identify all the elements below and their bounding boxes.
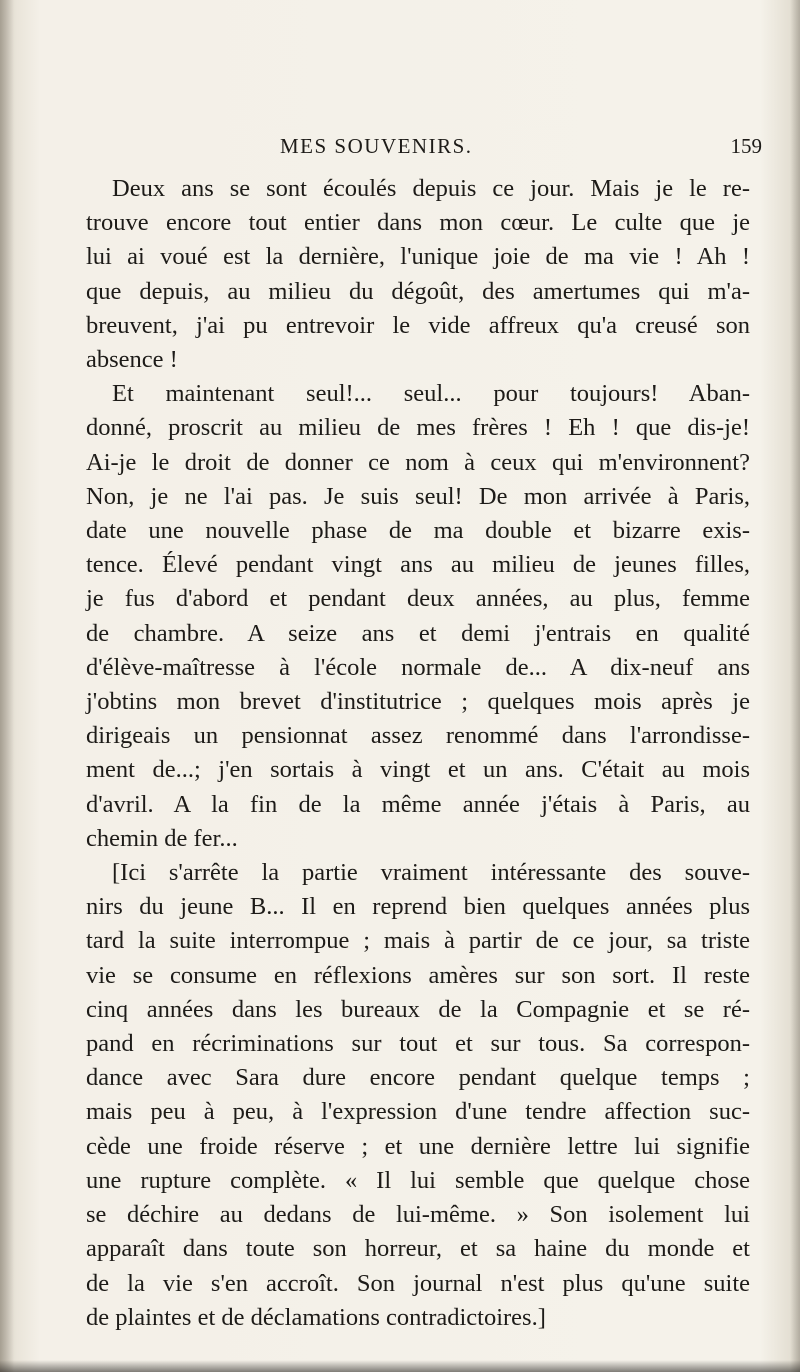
text-line: j'obtins mon brevet d'institutrice ; quelques mois après je: [86, 688, 750, 716]
text-line: mais peu à peu, à l'expression d'une tendre affection suc-: [86, 1098, 750, 1126]
text-line: chemin de fer...: [86, 824, 238, 852]
text-line: ment de...; j'en sortais à vingt et un ans. C'était au mois: [86, 756, 750, 784]
text-line: Ai-je le droit de donner ce nom à ceux qui m'environnent?: [86, 448, 750, 476]
text-line: que depuis, au milieu du dégoût, des amertumes qui m'a-: [86, 277, 750, 305]
paragraph-1: [86, 172, 750, 377]
page-header: [100, 134, 780, 164]
text-line: vie se consume en réflexions amères sur son sort. Il reste: [86, 961, 750, 989]
page-edge: [790, 0, 800, 1372]
text-line: Deux ans se sont écoulés depuis ce jour. Mais je le re-: [112, 175, 750, 202]
text-line: cède une froide réserve ; et une dernière lettre lui signifie: [86, 1132, 750, 1160]
body-text: [86, 172, 750, 1335]
text-line: absence !: [86, 346, 178, 374]
text-line: d'élève-maîtresse à l'école normale de... A dix-neuf ans: [86, 653, 750, 681]
text-line: date une nouvelle phase de ma double et bizarre exis-: [86, 517, 750, 545]
paragraph-2: [86, 377, 750, 856]
text-line: de chambre. A seize ans et demi j'entrais en qualité: [86, 619, 750, 647]
text-line: trouve encore tout entier dans mon cœur. Le culte que je: [86, 209, 750, 237]
text-line: dance avec Sara dure encore pendant quelque temps ;: [86, 1064, 750, 1092]
gutter-shadow: [0, 0, 14, 1372]
paragraph-3: [86, 856, 750, 1335]
running-title: MES SOUVENIRS.: [280, 134, 473, 158]
text-line: dirigeais un pensionnat assez renommé dans l'arrondisse-: [86, 722, 750, 750]
text-line: d'avril. A la fin de la même année j'étais à Paris, au: [86, 790, 750, 818]
text-line: donné, proscrit au milieu de mes frères ! Eh ! que dis-je!: [86, 414, 750, 442]
text-line: breuvent, j'ai pu entrevoir le vide affreux qu'a creusé son: [86, 311, 750, 339]
text-line: de la vie s'en accroît. Son journal n'est plus qu'une suite: [86, 1269, 750, 1297]
page-number: 159: [730, 134, 762, 158]
text-line: Et maintenant seul!... seul... pour toujours! Aban-: [112, 380, 750, 408]
text-line: tence. Élevé pendant vingt ans au milieu de jeunes filles,: [86, 551, 750, 579]
text-line: de plaintes et de déclamations contradictoires.]: [86, 1303, 546, 1331]
text-line: une rupture complète. « Il lui semble que quelque chose: [86, 1166, 750, 1194]
bottom-edge: [0, 1360, 800, 1372]
text-line: se déchire au dedans de lui-même. » Son isolement lui: [86, 1201, 750, 1229]
text-line: [Ici s'arrête la partie vraiment intéressante des souve-: [112, 859, 750, 887]
text-line: je fus d'abord et pendant deux années, au plus, femme: [86, 585, 750, 613]
text-line: lui ai voué est la dernière, l'unique joie de ma vie ! Ah !: [86, 243, 750, 271]
text-line: pand en récriminations sur tout et sur tous. Sa correspon-: [86, 1030, 750, 1058]
text-line: apparaît dans toute son horreur, et sa haine du monde et: [86, 1235, 750, 1263]
text-line: nirs du jeune B... Il en reprend bien quelques années plus: [86, 893, 750, 921]
text-line: Non, je ne l'ai pas. Je suis seul! De mon arrivée à Paris,: [86, 482, 750, 510]
text-line: tard la suite interrompue ; mais à partir de ce jour, sa triste: [86, 927, 750, 955]
text-line: cinq années dans les bureaux de la Compagnie et se ré-: [86, 995, 750, 1023]
